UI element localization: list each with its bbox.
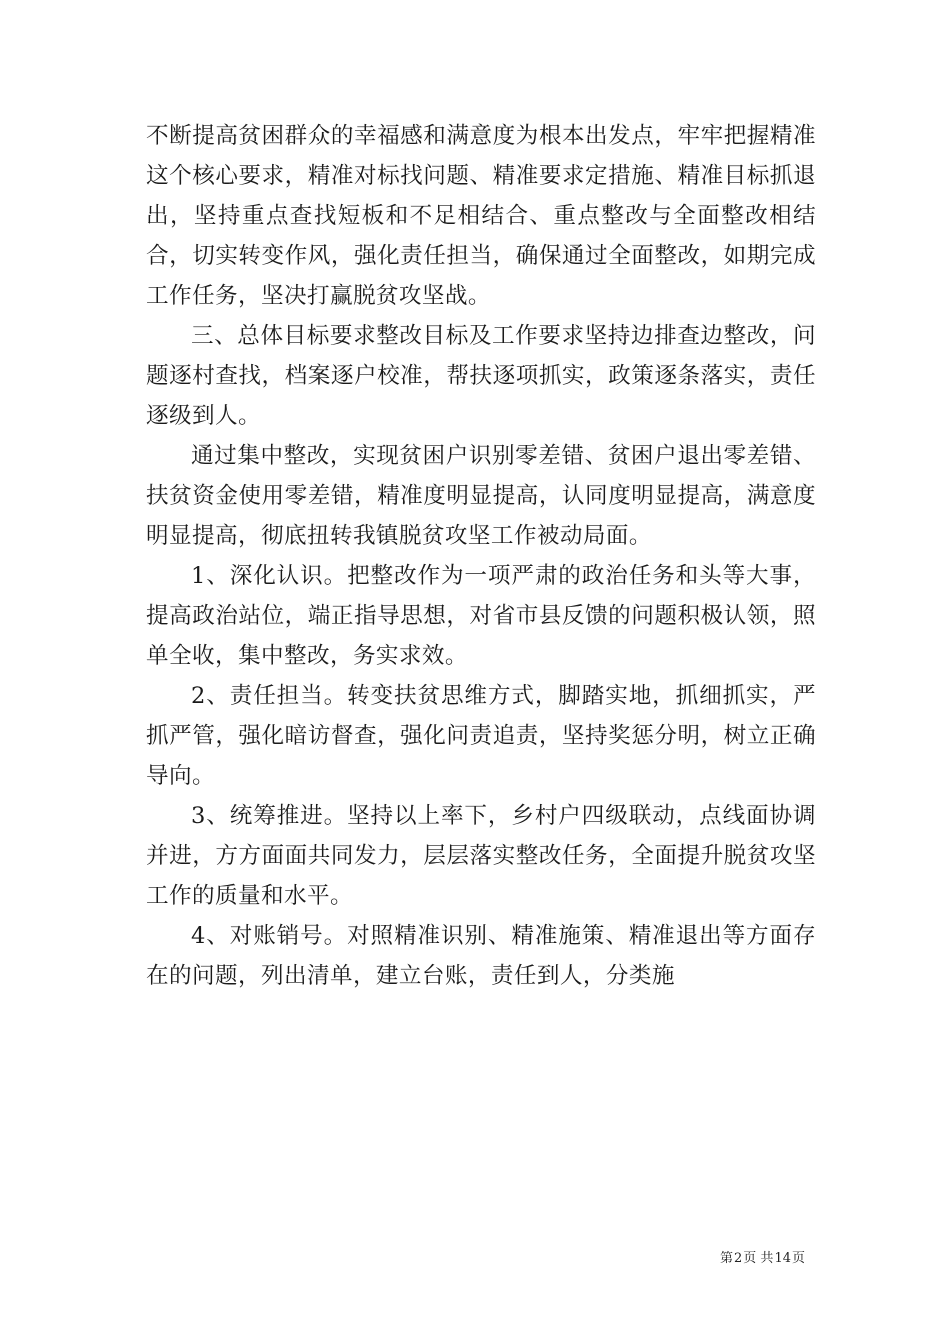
footer-total-pages: 14 <box>774 1251 791 1266</box>
paragraph-item-2: 2、责任担当。转变扶贫思维方式，脚踏实地，抓细抓实，严抓严管，强化暗访督查，强化问责追责，坚持奖惩分明，树立正确导向。 <box>146 683 816 789</box>
paragraph-section-three: 三、总体目标要求整改目标及工作要求坚持边排查边整改，问题逐村查找，档案逐户校准，帮扶逐项抓实，政策逐条落实，责任逐级到人。 <box>146 323 816 429</box>
paragraph-goal: 通过集中整改，实现贫困户识别零差错、贫困户退出零差错、扶贫资金使用零差错，精准度明显提高，认同度明显提高，满意度明显提高，彻底扭转我镇脱贫攻坚工作被动局面。 <box>146 443 816 549</box>
paragraph-intro-continuation: 不断提高贫困群众的幸福感和满意度为根本出发点，牢牢把握精准这个核心要求，精准对标找问题、精准要求定措施、精准目标抓退出，坚持重点查找短板和不足相结合、重点整改与全面整改相结合，切实转变作风，强化责任担当，确保通过全面整改，如期完成工作任务，坚决打赢脱贫攻坚战。 <box>146 123 816 309</box>
footer-page-number: 2 <box>734 1251 743 1266</box>
paragraph-item-1: 1、深化认识。把整改作为一项严肃的政治任务和头等大事，提高政治站位，端正指导思想，对省市县反馈的问题积极认领，照单全收，集中整改，务实求效。 <box>146 563 816 669</box>
paragraph-item-4: 4、对账销号。对照精准识别、精准施策、精准退出等方面存在的问题，列出清单，建立台账，责任到人，分类施 <box>146 923 816 989</box>
footer-suffix: 页 <box>791 1251 805 1266</box>
page-footer <box>0 1247 805 1266</box>
footer-middle: 页 共 <box>743 1251 774 1266</box>
document-body <box>146 116 816 996</box>
footer-prefix: 第 <box>720 1251 734 1266</box>
paragraph-item-3: 3、统筹推进。坚持以上率下，乡村户四级联动，点线面协调并进，方方面面共同发力，层层落实整改任务，全面提升脱贫攻坚工作的质量和水平。 <box>146 803 816 909</box>
